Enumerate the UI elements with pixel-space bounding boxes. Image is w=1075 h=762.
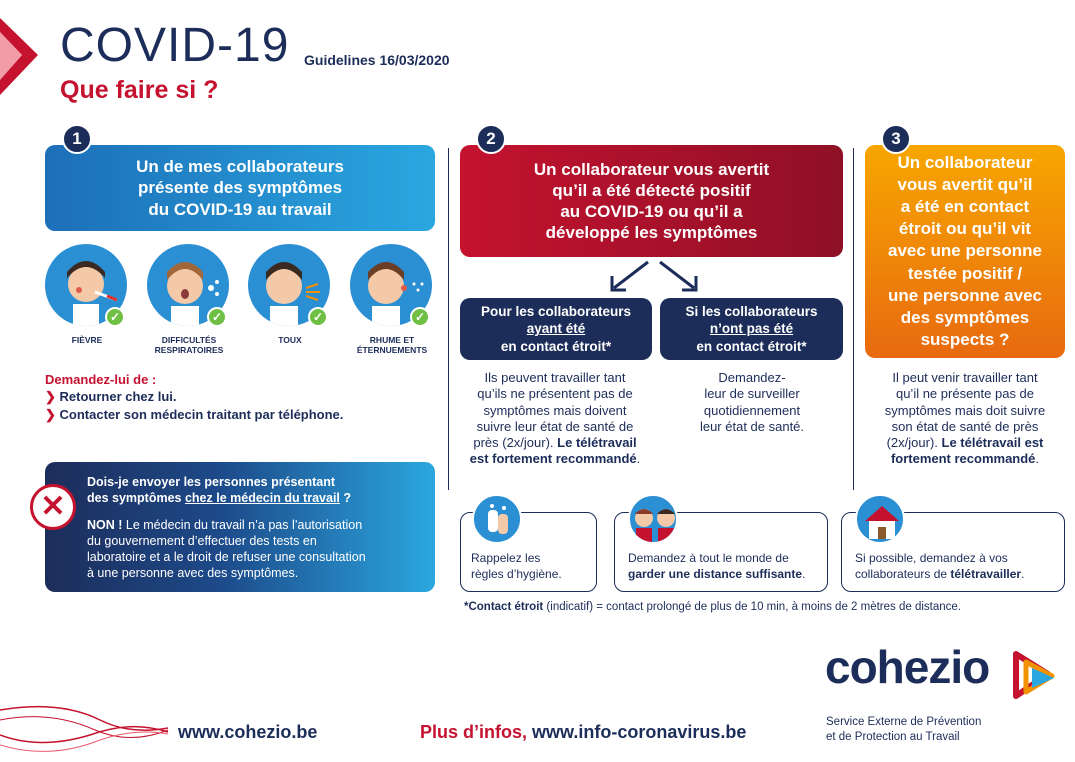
brand-logo-text: cohezio: [825, 641, 990, 693]
symptom-label: TOUX: [278, 335, 302, 345]
contact-footnote: *Contact étroit (indicatif) = contact prolongé de plus de 10 min, à moins de 2 mètres de distance.: [464, 601, 961, 613]
column-divider: [448, 148, 449, 490]
symptom-sneeze: [350, 244, 432, 326]
website-link[interactable]: www.cohezio.be: [178, 722, 318, 742]
list-item: ❯ Contacter son médecin traitant par téléphone.: [45, 406, 344, 422]
tip-text: Demandez à tout le monde de garder une distance suffisante.: [628, 551, 806, 582]
no-contact-case-box: Si les collaborateurs n’ont pas été en contact étroit*: [660, 298, 843, 360]
check-icon: ✓: [105, 307, 125, 327]
symptom-cough: [248, 244, 330, 326]
split-arrows-icon: [600, 258, 710, 298]
section1-header-line: du COVID-19 au travail: [148, 199, 332, 219]
page-subtitle: Que faire si ?: [60, 76, 219, 104]
step-2-badge: 2: [476, 124, 506, 154]
no-contact-case-text: Demandez- leur de surveiller quotidiennement leur état de santé.: [699, 370, 805, 434]
ask-label: Demandez-lui de :: [45, 372, 157, 387]
tip-text: Rappelez les règles d’hygiène.: [471, 551, 562, 582]
social-distance-icon: [628, 494, 678, 544]
step-3-badge: 3: [881, 124, 911, 154]
action-list: [45, 388, 343, 423]
symptom-breathing: [147, 244, 229, 326]
section2-header: Un collaborateur vous avertit qu’il a été détecté positif au COVID-19 ou qu’il a développé les symptômes: [460, 145, 843, 257]
no-cross-icon: ✕: [30, 484, 76, 530]
check-icon: ✓: [410, 307, 430, 327]
section1-header-line: présente des symptômes: [137, 178, 343, 198]
symptom-label: DIFFICULTÉS RESPIRATOIRES: [154, 335, 224, 356]
symptom-label: RHUME ET ÉTERNUEMENTS: [356, 335, 428, 356]
info-text: Dois-je envoyer les personnes présentant des symptômes chez le médecin du travail ? NON ! Le médecin du travail n’a pas l’autorisation du gouvernement d’effectuer des tests en laboratoire et a le droit de refuser une consultation à une personne avec des symptômes.: [87, 475, 366, 581]
contact-case-text: Ils peuvent travailler tant qu’ils ne présentent pas de symptômes mais doivent suivre leur état de santé de près (2x/jour). Le télétravail est fortement recommandé.: [469, 370, 641, 467]
check-icon: ✓: [207, 307, 227, 327]
page-title: COVID-19: [60, 19, 290, 72]
step-1-badge: 1: [62, 124, 92, 154]
symptom-label: FIÈVRE: [71, 335, 103, 345]
more-info: Plus d’infos, www.info-coronavirus.be: [420, 722, 747, 742]
chevron-right-icon: ❯: [45, 389, 60, 404]
column-divider: [853, 148, 854, 490]
chevron-right-icon: ❯: [45, 406, 60, 422]
handwash-icon: [472, 494, 522, 544]
section3-header: Un collaborateur vous avertit qu’il a été en contact étroit ou qu’il vit avec une personne testée positif / une personne avec des symptômes suspects ?: [865, 145, 1065, 358]
guidelines-date: Guidelines 16/03/2020: [304, 52, 450, 68]
check-icon: ✓: [308, 307, 328, 327]
brand-logo-icon: [1008, 648, 1063, 703]
section3-text: Il peut venir travailler tant qu’il ne présente pas de symptômes mais doit suivre son état de santé de près (2x/jour). Le télétravail est fortement recommandé.: [884, 370, 1046, 467]
brand-chevron-decoration: [0, 10, 58, 105]
list-item: ❯ Retourner chez lui.: [45, 389, 177, 404]
house-icon: [855, 494, 905, 544]
service-description: Service Externe de Prévention et de Protection au Travail: [826, 716, 982, 743]
symptom-fever: [45, 244, 127, 326]
contact-case-box: Pour les collaborateurs ayant été en contact étroit*: [460, 298, 652, 360]
decorative-waves: [0, 690, 170, 762]
section1-header-line: Un de mes collaborateurs: [136, 157, 344, 177]
info-coronavirus-link[interactable]: www.info-coronavirus.be: [527, 722, 747, 742]
section1-header: [45, 145, 435, 231]
tip-text: Si possible, demandez à vos collaborateurs de télétravailler.: [855, 551, 1025, 582]
